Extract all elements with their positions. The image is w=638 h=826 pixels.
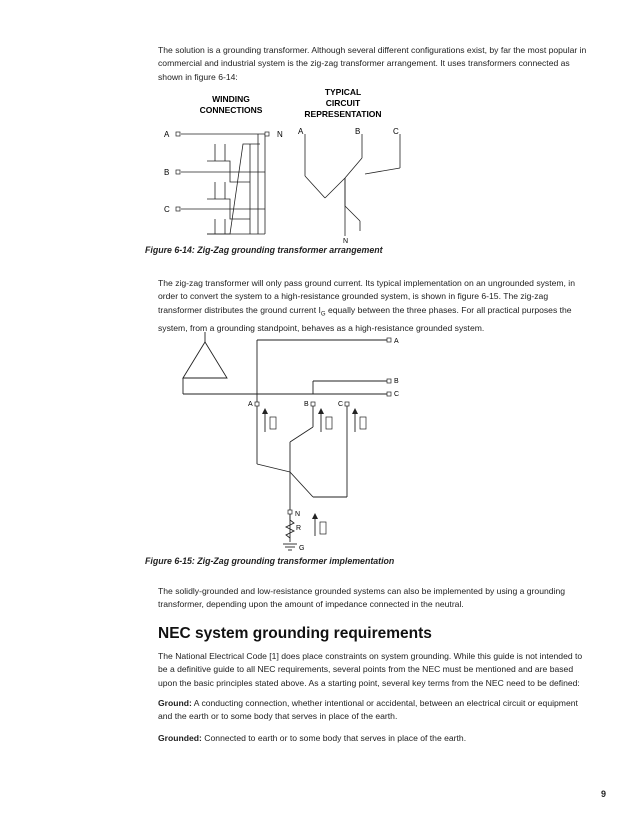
terminal-b-left: B	[164, 168, 170, 177]
phase-label-a: A	[248, 401, 253, 408]
figure-6-15-caption: Figure 6-15: Zig-Zag grounding transformer implementation	[145, 556, 395, 566]
typical-title-3: REPRESENTATION	[304, 109, 382, 119]
typical-title-1: TYPICAL	[324, 87, 362, 97]
page-number: 9	[601, 789, 607, 799]
terminal-b-right: B	[355, 127, 361, 136]
neutral-label: N	[295, 511, 301, 518]
figure-6-14-diagram	[155, 86, 415, 244]
terminal-n-right: N	[343, 238, 349, 244]
terminal-c-left: C	[164, 205, 170, 214]
terminal-a-left: A	[164, 130, 170, 139]
nec-heading: NEC system grounding requirements	[158, 625, 432, 642]
terminal-n-left: N	[277, 130, 283, 139]
figure-6-15-diagram	[175, 332, 405, 554]
bus-label-a: A	[394, 338, 399, 345]
phase-label-c: C	[338, 401, 344, 408]
definition-ground: Ground: A conducting connection, whether intentional or accidental, between an electrical circuit or equipment and the earth or to some body that serves in place of the earth.	[158, 698, 578, 722]
bus-label-b: B	[394, 378, 399, 385]
definition-ground-term: Ground:	[158, 698, 192, 708]
terminal-a-right: A	[298, 127, 304, 136]
figure-6-14-caption: Figure 6-14: Zig-Zag grounding transformer arrangement	[145, 245, 383, 255]
ground-label: G	[299, 545, 305, 552]
bus-label-c: C	[394, 391, 400, 398]
winding-title-2: CONNECTIONS	[199, 105, 263, 115]
solidly-paragraph: The solidly-grounded and low-resistance grounded systems can also be implemented by using a grounding transformer, depending upon the amount of impedance connected in the neutral.	[158, 586, 566, 610]
intro-paragraph: The solution is a grounding transformer. Although several different configurations exist, by far the most popular in commercial and industrial system is the zig-zag transformer arrangement. It uses transformers connected as shown in figure 6-14:	[158, 45, 587, 82]
nec-paragraph: The National Electrical Code [1] does place constraints on system grounding. While this guide is not intended to be a definitive guide to all NEC requirements, several points from the NEC must be mentioned and are based upon the basic principles stated above. As a starting point, several key terms from the NEC need to be defined:	[158, 651, 583, 688]
definition-grounded-term: Grounded:	[158, 733, 202, 743]
resistor-label: R	[296, 525, 302, 532]
phase-label-b: B	[304, 401, 309, 408]
typical-title-2: CIRCUIT	[325, 98, 361, 108]
terminal-c-right: C	[393, 127, 399, 136]
winding-title-1: WINDING	[212, 94, 250, 104]
zigzag-paragraph: The zig-zag transformer will only pass ground current. Its typical implementation on an ungrounded system, in order to convert the system to a high-resistance grounded system, is shown in figure 6-15. The zig-zag transformer distributes the ground current $I_G$ equally between the three phases. For all practical purposes the system, from a grounding standpoint, behaves as a high-resistance grounded system.	[158, 278, 575, 333]
definition-grounded: Grounded: Connected to earth or to some body that serves in place of the earth.	[158, 733, 467, 743]
